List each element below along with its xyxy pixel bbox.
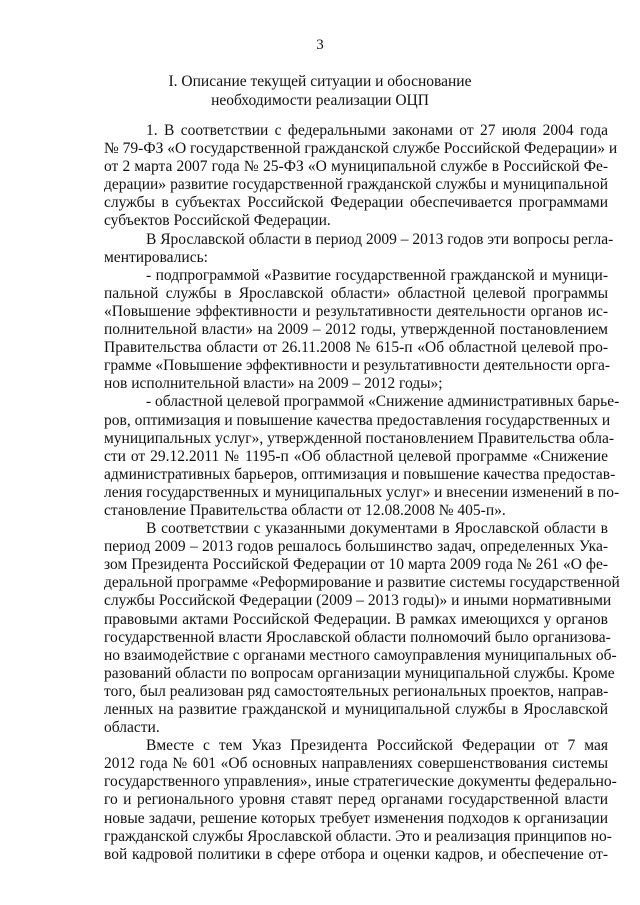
- page-number: 3: [316, 37, 324, 53]
- text-line: зом Президента Российской Федерации от 10 марта 2009 года № 261 «О фе-: [104, 556, 608, 574]
- text-line: пальной службы в Ярославской области» областной целевой программы: [104, 284, 608, 302]
- text-line: правовыми актами Российской Федерации. В рамках имеющихся у органов: [104, 610, 608, 628]
- text-line: Правительства области от 26.11.2008 № 615-п «Об областной целевой про-: [104, 339, 608, 357]
- text-line: ленных на развитие гражданской и муниципальной службы в Ярославской: [104, 701, 608, 718]
- text-line: В Ярославской области в период 2009 – 2013 годов эти вопросы регла-: [146, 230, 614, 248]
- text-line: го и регионального уровня ставят перед органами государственной власти: [104, 791, 608, 809]
- section-title-line-1: I. Описание текущей ситуации и обоснование: [168, 73, 472, 90]
- text-line: период 2009 – 2013 годов решалось большинство задач, определенных Ука-: [104, 538, 608, 556]
- text-line: гражданской службы Ярославской области. Это и реализация принципов но-: [104, 827, 612, 845]
- paragraph: [104, 520, 620, 737]
- text-line: № 79-ФЗ «О государственной гражданской службе Российской Федерации» и: [104, 140, 618, 158]
- text-line: грамме «Повышение эффективности и результативности деятельности орга-: [104, 357, 611, 375]
- text-line: службы в субъектах Российской Федерации обеспечивается программами: [104, 194, 608, 212]
- text-line: вой кадровой политики в сфере отбора и оценки кадров, и обеспечение от-: [104, 845, 608, 863]
- section-title: [100, 72, 540, 110]
- text-line: ров, оптимизация и повышение качества предоставления государственных и: [104, 411, 611, 429]
- text-line: разований области по вопросам организации муниципальной службы. Кроме: [104, 664, 615, 682]
- text-line: службы Российской Федерации (2009 – 2013 годы)» и иными нормативными: [104, 592, 612, 610]
- paragraph: [104, 122, 618, 231]
- text-line: В соответствии с указанными документами в Ярославской области в: [146, 520, 608, 538]
- text-line: от 2 марта 2007 года № 25-ФЗ «О муниципальной службе в Российской Фе-: [104, 158, 608, 176]
- text-line: того, был реализован ряд самостоятельных региональных проектов, направ-: [104, 682, 609, 700]
- text-line: государственной власти Ярославской области полномочий было организова-: [104, 628, 611, 646]
- text-line: «Повышение эффективности и результативности деятельности органов ис-: [104, 302, 608, 320]
- text-line: области.: [104, 719, 160, 737]
- text-line: ления государственных и муниципальных услуг» и внесении изменений в по-: [104, 483, 620, 501]
- text-line: становление Правительства области от 12.08.2008 № 405-п».: [104, 501, 506, 519]
- text-line: муниципальных услуг», утвержденной постановлением Правительства обла-: [104, 429, 615, 447]
- text-line: полнительной власти» на 2009 – 2012 годы, утвержденной постановлением: [104, 321, 608, 339]
- document-body: [104, 122, 620, 864]
- text-line: - подпрограммой «Развитие государственной гражданской и муници-: [146, 266, 608, 284]
- paragraph: [104, 230, 614, 267]
- section-title-line-2: необходимости реализации ОЦП: [211, 92, 429, 109]
- text-line: новые задачи, решение которых требует изменения подходов к организации: [104, 809, 608, 827]
- text-line: субъектов Российской Федерации.: [104, 212, 331, 230]
- text-line: сти от 29.12.2011 № 1195-п «Об областной целевой программе «Снижение: [104, 447, 608, 465]
- paragraph: [104, 737, 617, 864]
- text-line: 1. В соответствии с федеральными законами от 27 июля 2004 года: [146, 122, 608, 139]
- text-line: ментировались:: [104, 248, 208, 266]
- text-line: административных барьеров, оптимизация и повышение качества предостав-: [104, 465, 616, 483]
- text-line: государственного управления», иные стратегические документы федерально-: [104, 773, 617, 791]
- paragraph: [104, 393, 620, 520]
- text-line: Вместе с тем Указ Президента Российской Федерации от 7 мая: [146, 737, 608, 755]
- paragraph: [104, 266, 611, 394]
- text-line: но взаимодействие с органами местного самоуправления муниципальных об-: [104, 646, 617, 664]
- text-line: - областной целевой программой «Снижение административных барье-: [146, 393, 620, 411]
- text-line: дерации» развитие государственной гражданской службы и муниципальной: [104, 176, 608, 194]
- text-line: нов исполнительной власти» на 2009 – 2012 годы»;: [104, 375, 443, 393]
- text-line: 2012 года № 601 «Об основных направлениях совершенствования системы: [104, 755, 608, 773]
- text-line: деральной программе «Реформирование и развитие системы государственной: [104, 574, 620, 592]
